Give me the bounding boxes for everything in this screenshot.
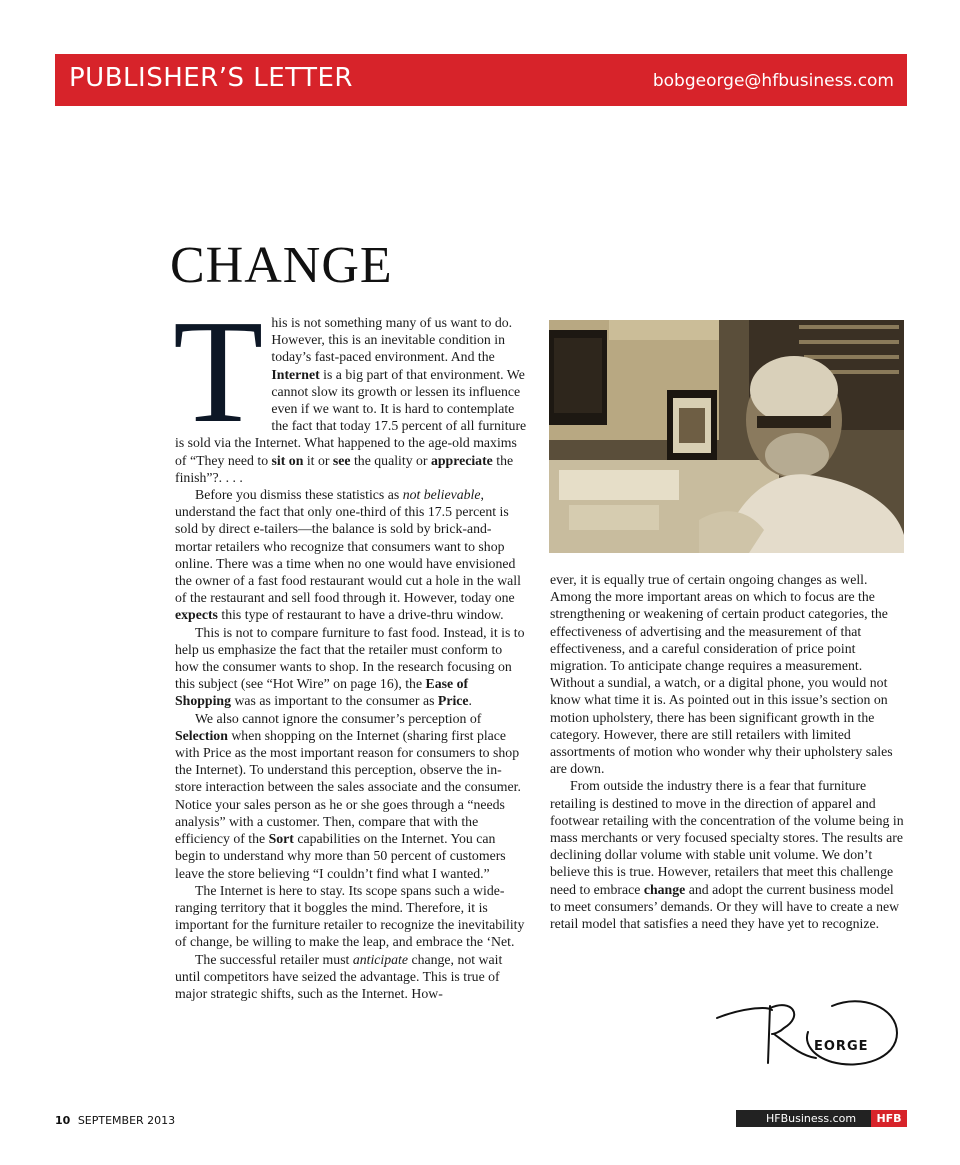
author-signature <box>712 988 907 1083</box>
article-title: CHANGE <box>170 237 393 294</box>
footer-brand-bar <box>736 1110 907 1127</box>
bold-term: Ease of Shopping <box>175 676 469 709</box>
bold-term: Internet <box>271 366 320 382</box>
section-banner <box>55 54 907 106</box>
footer-site[interactable]: HFBusiness.com <box>766 1112 857 1125</box>
bold-term: see <box>332 452 351 468</box>
author-email: bobgeorge@hfbusiness.com <box>652 71 894 91</box>
italic-term: anticipate <box>352 951 409 967</box>
bold-term: Sort <box>268 831 294 847</box>
italic-term: not believable <box>402 487 481 503</box>
article-column-right <box>550 571 905 932</box>
bold-term: change <box>643 881 686 897</box>
paragraph-8: From outside the industry there is a fear that furniture retailing is destined to move in the direction of apparel and footwear retailing with the concentration of the volume being in mass merchants or very focused specialty stores. The results are declining dollar volume with stable unit volume. We don’t believe this is true. However, retailers that meet this challenge need to embrace change and adopt the current business model to meet consumers’ demands. Or they will have to create a new retail model that satisfies a need they have yet to recognize. <box>550 778 904 932</box>
paragraph-2: Before you dismiss these statistics as not believable, understand the fact that only one-third of this 17.5 percent is sold by direct e-tailers—the balance is sold by brick-and-mortar retailers who recognize that consumers want to shop online. There was a time when no one would have envisioned the owner of a fast food restaurant would cut a hole in the wall of the restaurant and sell food through it. However, today one expects this type of restaurant to have a drive-thru window. <box>175 487 521 623</box>
footer-brand-logo: HFB <box>871 1110 907 1127</box>
paragraph-4: We also cannot ignore the consumer’s perception of Selection when shopping on the Internet (sharing first place with Price as the most important reason for consumers to shop the Internet). To understand this perception, observe the in-store interaction between the sales associate and the consumer. Notice your sales person as he or she goes through a “needs analysis” with a customer. Then, compare that with the efficiency of the Sort capabilities on the Internet. You can begin to understand why more than 50 percent of customers leave the store believing “I couldn’t find what I wanted.” <box>175 710 521 881</box>
bold-term: sit on <box>271 452 304 468</box>
section-title: PUBLISHER’S LETTER <box>69 63 353 93</box>
paragraph-5: The Internet is here to stay. Its scope spans such a wide-ranging territory that it boggles the mind. Therefore, it is important for the furniture retailer to recognize the inevitability of change, be willing to make the leap, and embrace the ‘Net. <box>175 882 525 950</box>
paragraph-7: ever, it is equally true of certain ongoing changes as well. Among the more important areas on which to focus are the strengthening or weakening of certain product categories, the effectiveness of advertising and the measurement of that effectiveness, and a careful consideration of price point migration. To anticipate change requires a measurement. Without a sundial, a watch, or a digital phone, you would not know what time it is. As pointed out in this issue’s section on motion upholstery, there has been significant growth in the category. However, there are still retailers with limited assortments of motion who wonder why their upholstery sales are down. <box>550 572 893 777</box>
footer-page-info <box>55 1114 175 1127</box>
svg-text:EORGE: EORGE <box>814 1039 869 1054</box>
bold-term: expects <box>175 607 218 623</box>
page-number: 10 <box>55 1114 71 1127</box>
paragraph-1: This is not something many of us want to do. However, this is an inevitable condition in today’s fast-paced environment. And the Internet is a big part of that environment. We cannot slow its growth or lessen its influence even if we want to. It is hard to contemplate the fact that today 17.5 percent of all furniture is sold via the Internet. What happened to the age-old maxims of “They need to sit on it or see the quality or appreciate the finish”?. . . . <box>173 290 527 485</box>
bold-term: Price <box>437 693 469 709</box>
author-photo <box>549 320 904 553</box>
article-column-left <box>173 290 527 1002</box>
bold-term: appreciate <box>430 452 493 468</box>
paragraph-3: This is not to compare furniture to fast food. Instead, it is to help us emphasize the fact that the retailer must conform to how the consumer wants to shop. In the research focusing on this subject (see “Hot Wire” on page 16), the Ease of Shopping was as important to the consumer as Price. <box>175 624 525 709</box>
issue-date: SEPTEMBER 2013 <box>77 1114 176 1127</box>
paragraph-6: The successful retailer must anticipate change, not wait until competitors have seized the advantage. This is true of major strategic shifts, such as the Internet. How- <box>175 951 503 1001</box>
drop-cap: T <box>173 290 264 454</box>
bold-term: Selection <box>175 727 228 743</box>
